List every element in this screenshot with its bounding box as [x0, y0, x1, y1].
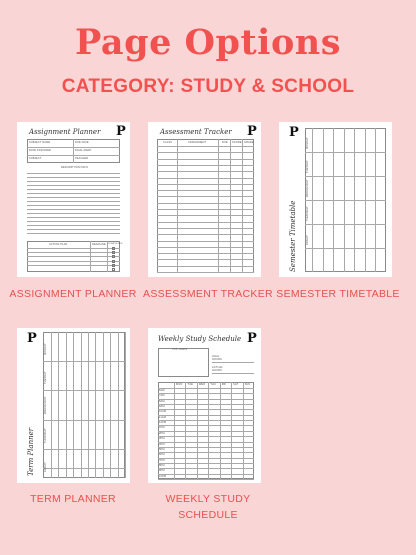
table-row-line	[157, 228, 254, 229]
description-line	[27, 177, 120, 178]
description-line	[27, 189, 120, 190]
assignment-planner-heading: Assignment Planner	[29, 128, 101, 136]
logo-icon: P	[27, 331, 37, 346]
day-header: TUE	[187, 383, 193, 386]
actual-hours-label: ACTUAL HOURS	[212, 366, 223, 372]
checkbox-icon	[112, 268, 115, 271]
table-row-line	[27, 248, 120, 249]
grid-row-line	[305, 248, 386, 249]
time-label: 4PM	[159, 442, 165, 446]
table-row-line	[157, 152, 254, 153]
description-line	[27, 201, 120, 202]
grid-row-line	[305, 176, 386, 177]
goal-hours-label: GOAL HOURS	[212, 355, 222, 361]
day-label: WEDNESDAY	[306, 179, 309, 197]
table-row-line	[27, 256, 120, 257]
grid-row-line	[305, 224, 386, 225]
grid-col-line	[344, 128, 345, 272]
category-heading: CATEGORY: STUDY & SCHOOL	[61, 76, 355, 97]
logo-icon: P	[247, 124, 257, 139]
term-planner-caption: TERM PLANNER	[30, 493, 116, 505]
table-row-line	[157, 171, 254, 172]
table-header: CLASS	[163, 141, 173, 144]
table-row-line	[27, 265, 120, 266]
time-label: 6AM	[159, 389, 165, 392]
table-row-line	[157, 209, 254, 210]
field-label: TEACHER	[75, 157, 89, 160]
grid-row-line	[158, 474, 254, 475]
description-line	[27, 229, 120, 230]
description-line	[27, 233, 120, 234]
term-planner-heading: Term Planner	[27, 427, 35, 476]
weekly-study-schedule-preview[interactable]	[148, 328, 261, 483]
grid-col-line	[58, 332, 59, 478]
table-row-line	[157, 266, 254, 267]
grid-row-line	[158, 404, 254, 405]
grid-row-line	[158, 436, 254, 437]
time-label: 9PM	[159, 469, 165, 473]
assignment-planner-preview[interactable]	[17, 122, 130, 277]
table-row-line	[157, 259, 254, 260]
assessment-tracker-preview[interactable]	[148, 122, 261, 277]
table-row-line	[157, 159, 254, 160]
table-row-line	[157, 234, 254, 235]
grid-col-line	[118, 332, 119, 478]
grid-col-line	[73, 332, 74, 478]
time-label: 3PM	[159, 437, 165, 441]
field-label: DATE ASSIGNED	[29, 149, 52, 152]
day-label: TUESDAY	[44, 371, 47, 385]
description-line	[27, 181, 120, 182]
table-row-line	[157, 178, 254, 179]
grid-row-line	[158, 479, 254, 480]
table-header: DUE	[222, 141, 228, 144]
grid-col-line	[103, 332, 104, 478]
field-label: SUBJECT	[29, 157, 42, 160]
table-row-line	[157, 222, 254, 223]
table-row-line	[157, 165, 254, 166]
checkbox-icon	[112, 255, 115, 258]
description-line	[27, 185, 120, 186]
grid-row-line	[158, 425, 254, 426]
grid-row-line	[158, 388, 254, 389]
table-row-line	[157, 272, 254, 273]
checkbox-icon	[112, 251, 115, 254]
day-label: TUESDAY	[306, 160, 309, 173]
checkbox-icon	[112, 260, 115, 263]
table-row-line	[157, 146, 254, 147]
table-header: DEADLINE	[92, 243, 106, 246]
time-label: 7AM	[159, 394, 165, 398]
time-label: 12PM	[159, 421, 167, 425]
grid-col-line	[323, 128, 324, 272]
grid-col-line	[66, 332, 67, 478]
grid-row-line	[158, 409, 254, 410]
day-header: FRI	[221, 383, 227, 386]
table-header: COMPLETED	[108, 243, 123, 245]
description-line	[27, 221, 120, 222]
table-row-line	[157, 215, 254, 216]
caption-line: WEEKLY STUDY	[165, 493, 251, 505]
grid-row-line	[158, 458, 254, 459]
table-header: ACTION PLAN	[49, 243, 68, 246]
grid-row-line	[158, 415, 254, 416]
day-label: MONDAY	[44, 343, 47, 356]
time-label: 10AM	[159, 410, 167, 414]
grid-col-line	[333, 128, 334, 272]
grid-col-line	[365, 128, 366, 272]
table-header: GRADE	[244, 141, 254, 144]
grid-row-line	[158, 442, 254, 443]
semester-timetable-caption: SEMESTER TIMETABLE	[276, 288, 400, 300]
grid-row-line	[158, 447, 254, 448]
table-row-line	[157, 190, 254, 191]
table-row-line	[157, 196, 254, 197]
grid-col-line	[375, 128, 376, 272]
grid-row-line	[158, 463, 254, 464]
grid-row-line	[43, 468, 125, 469]
description-label: DESCRIPTION/ INFO	[61, 166, 89, 169]
term-grid	[43, 332, 125, 478]
grid-row-line	[158, 468, 254, 469]
table-row-line	[27, 252, 120, 253]
day-label: FRIDAY	[306, 235, 309, 245]
semester-timetable-heading: Semester Timetable	[289, 200, 297, 272]
table-row-line	[157, 184, 254, 185]
table-row-line	[157, 253, 254, 254]
field-label: FINAL MARK	[75, 149, 92, 152]
time-label: 10PM	[159, 474, 167, 478]
day-header: WED	[198, 383, 206, 386]
grid-col-line	[354, 128, 355, 272]
description-line	[27, 209, 120, 210]
semester-timetable-preview[interactable]	[279, 122, 392, 277]
term-planner-preview[interactable]	[17, 328, 130, 483]
grid-col-line	[88, 332, 89, 478]
grid-row-line	[305, 152, 386, 153]
top-tasks-label: TOP TASKS	[172, 348, 188, 351]
table-row-line	[27, 261, 120, 262]
logo-icon: P	[247, 331, 257, 346]
day-header: SUN	[244, 383, 251, 386]
grid-row-line	[43, 390, 125, 391]
table-row-line	[157, 247, 254, 248]
day-label: THURSDAY	[306, 206, 309, 221]
grid-row-line	[305, 200, 386, 201]
time-label: 7PM	[159, 458, 165, 462]
assessment-tracker-caption: ASSESSMENT TRACKER	[143, 288, 273, 300]
weekly-study-schedule-heading: Weekly Study Schedule	[158, 335, 242, 343]
table-row-line	[157, 203, 254, 204]
top-tasks-box	[158, 348, 209, 377]
day-header: THU	[210, 383, 216, 386]
time-label: 9AM	[159, 405, 165, 409]
grid-row-line	[158, 452, 254, 453]
weekly-study-schedule-caption	[138, 491, 278, 523]
field-label: DUE DATE	[75, 141, 89, 144]
caption-line: SCHEDULE	[178, 509, 238, 521]
description-line	[27, 197, 120, 198]
time-label: 11AM	[159, 415, 166, 419]
page-title: Page Options	[75, 22, 341, 63]
day-label: WEDNESDAY	[44, 396, 47, 414]
table-header: SCORE	[232, 141, 242, 144]
time-label: 1PM	[159, 426, 165, 430]
day-label: MONDAY	[306, 137, 309, 149]
checkbox-icon	[112, 264, 115, 267]
time-label: 8AM	[159, 399, 165, 403]
time-label: 6PM	[159, 453, 165, 457]
grid-row-line	[158, 399, 254, 400]
table-row-line	[157, 241, 254, 242]
grid-col-line	[81, 332, 82, 478]
grid-col-line	[95, 332, 96, 478]
grid-col-line	[110, 332, 111, 478]
description-line	[27, 213, 120, 214]
description-line	[27, 173, 120, 174]
description-line	[27, 217, 120, 218]
grid-col-line	[125, 332, 126, 478]
time-label: 5PM	[159, 447, 165, 451]
day-header: SAT	[233, 383, 239, 386]
assignment-planner-caption: ASSIGNMENT PLANNER	[9, 288, 137, 300]
grid-col-line	[312, 128, 313, 272]
day-label: FRIDAY	[44, 462, 47, 472]
table-header: ASSIGNMENT	[188, 141, 207, 144]
logo-icon: P	[116, 124, 126, 139]
time-label: 2PM	[159, 431, 165, 435]
grid-row-line	[43, 449, 125, 450]
grid-col-line	[51, 332, 52, 478]
day-header: MON	[176, 383, 183, 386]
grid-row-line	[158, 420, 254, 421]
time-label: 8PM	[159, 463, 165, 467]
grid-row-line	[158, 393, 254, 394]
checkbox-icon	[112, 247, 115, 250]
assessment-tracker-heading: Assessment Tracker	[160, 128, 232, 136]
description-line	[27, 225, 120, 226]
grid-row-line	[43, 420, 125, 421]
description-line	[27, 205, 120, 206]
grid-row-line	[158, 431, 254, 432]
grid-row-line	[43, 361, 125, 362]
description-line	[27, 193, 120, 194]
day-label: THURSDAY	[44, 427, 47, 443]
field-label: SUBJECT NAME	[29, 141, 51, 144]
logo-icon: P	[289, 125, 299, 140]
